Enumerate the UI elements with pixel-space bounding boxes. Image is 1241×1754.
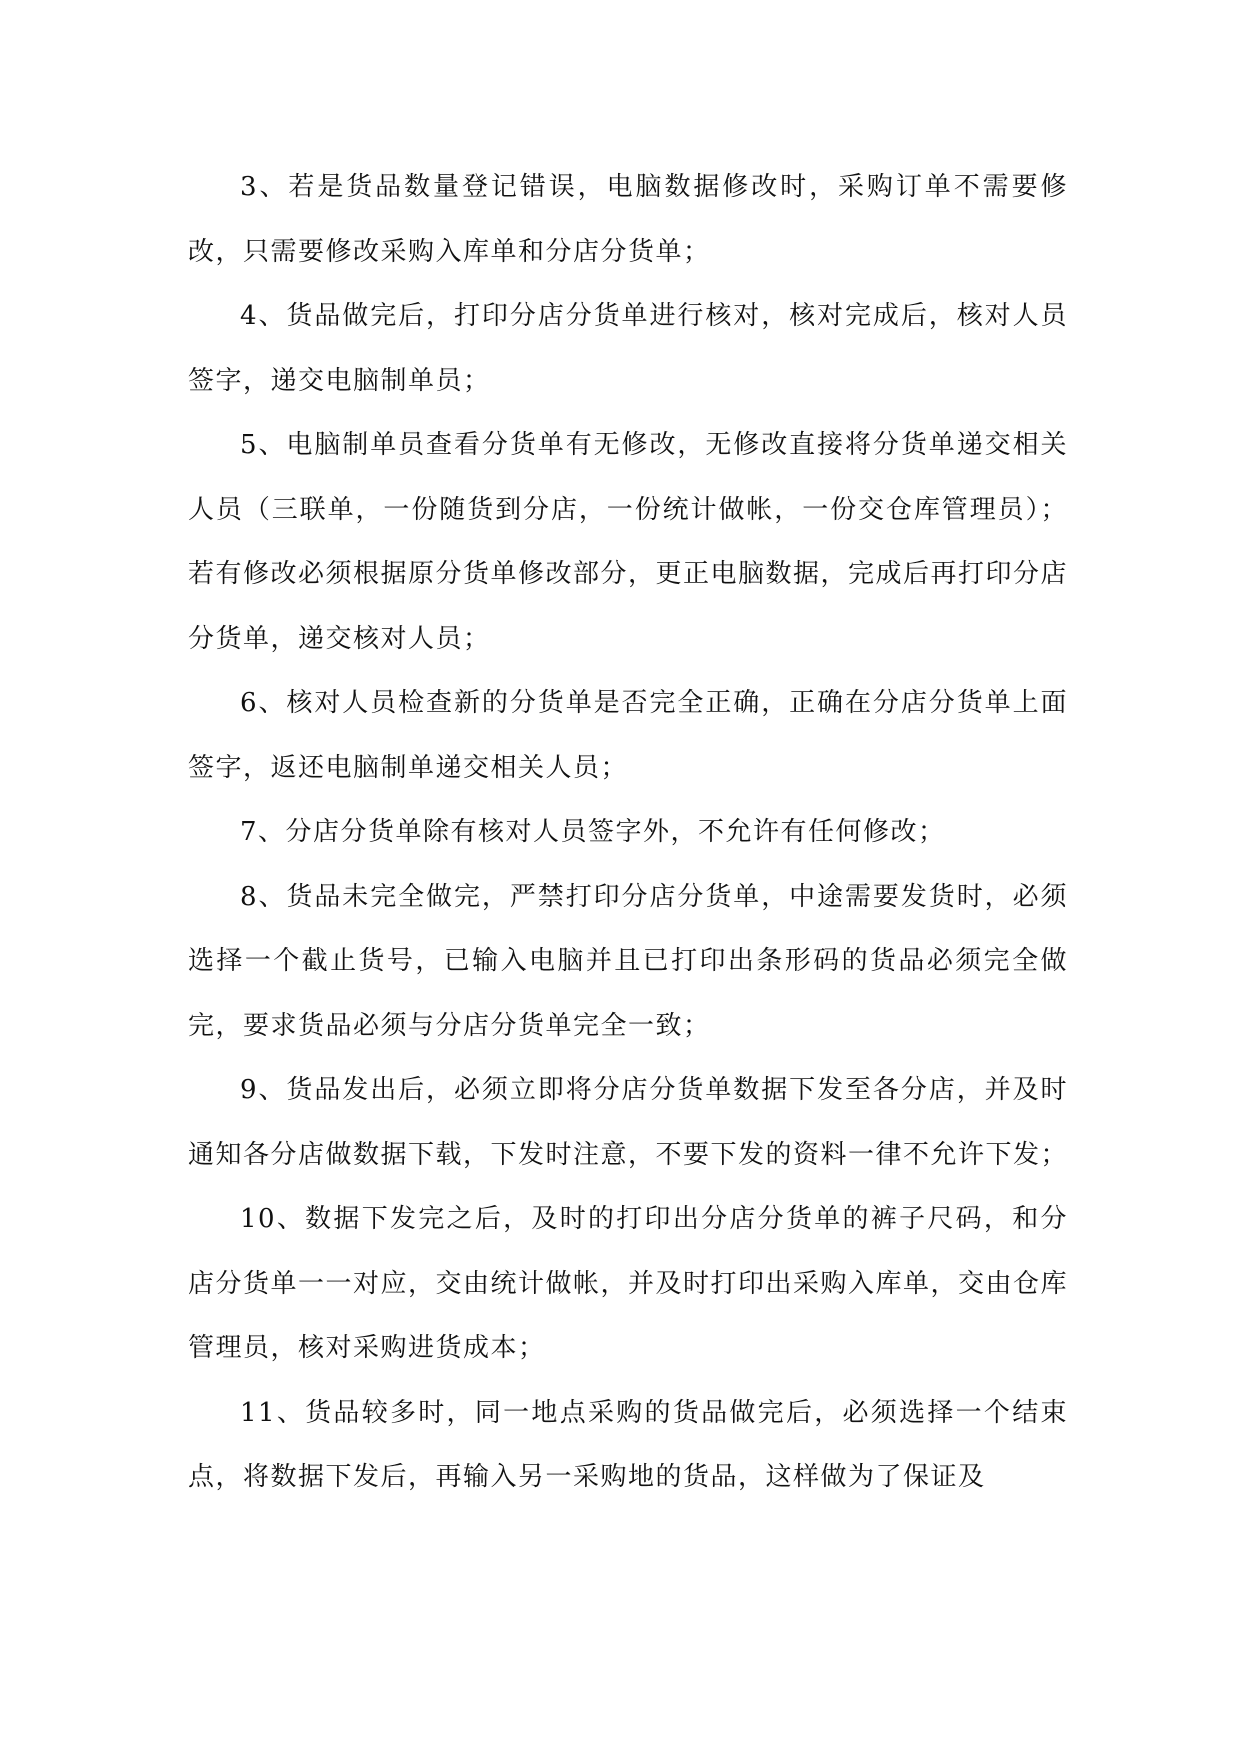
document-body [188, 155, 1068, 1510]
paragraph-8: 8、货品未完全做完，严禁打印分店分货单，中途需要发货时，必须选择一个截止货号，已输入电脑并且已打印出条形码的货品必须完全做完，要求货品必须与分店分货单完全一致； [188, 881, 1068, 1041]
paragraph-4: 4、货品做完后，打印分店分货单进行核对，核对完成后，核对人员签字，递交电脑制单员； [188, 301, 1068, 396]
paragraph-5: 5、电脑制单员查看分货单有无修改，无修改直接将分货单递交相关人员（三联单，一份随货到分店，一份统计做帐，一份交仓库管理员）；若有修改必须根据原分货单修改部分，更正电脑数据，完成后再打印分店分货单，递交核对人员； [188, 430, 1069, 654]
paragraph-3: 3、若是货品数量登记错误，电脑数据修改时，采购订单不需要修改，只需要修改采购入库单和分店分货单； [188, 172, 1068, 267]
paragraph-9: 9、货品发出后，必须立即将分店分货单数据下发至各分店，并及时通知各分店做数据下载，下发时注意，不要下发的资料一律不允许下发； [188, 1075, 1069, 1170]
paragraph-10: 10、数据下发完之后，及时的打印出分店分货单的裤子尺码，和分店分货单一一对应，交由统计做帐，并及时打印出采购入库单，交由仓库管理员，核对采购进货成本； [188, 1204, 1069, 1363]
paragraph-7: 7、分店分货单除有核对人员签字外，不允许有任何修改； [240, 817, 946, 847]
paragraph-6: 6、核对人员检查新的分货单是否完全正确，正确在分店分货单上面签字，返还电脑制单递交相关人员； [188, 688, 1068, 783]
paragraph-11: 11、货品较多时，同一地点采购的货品做完后，必须选择一个结束点，将数据下发后，再输入另一采购地的货品，这样做为了保证及 [188, 1397, 1068, 1492]
